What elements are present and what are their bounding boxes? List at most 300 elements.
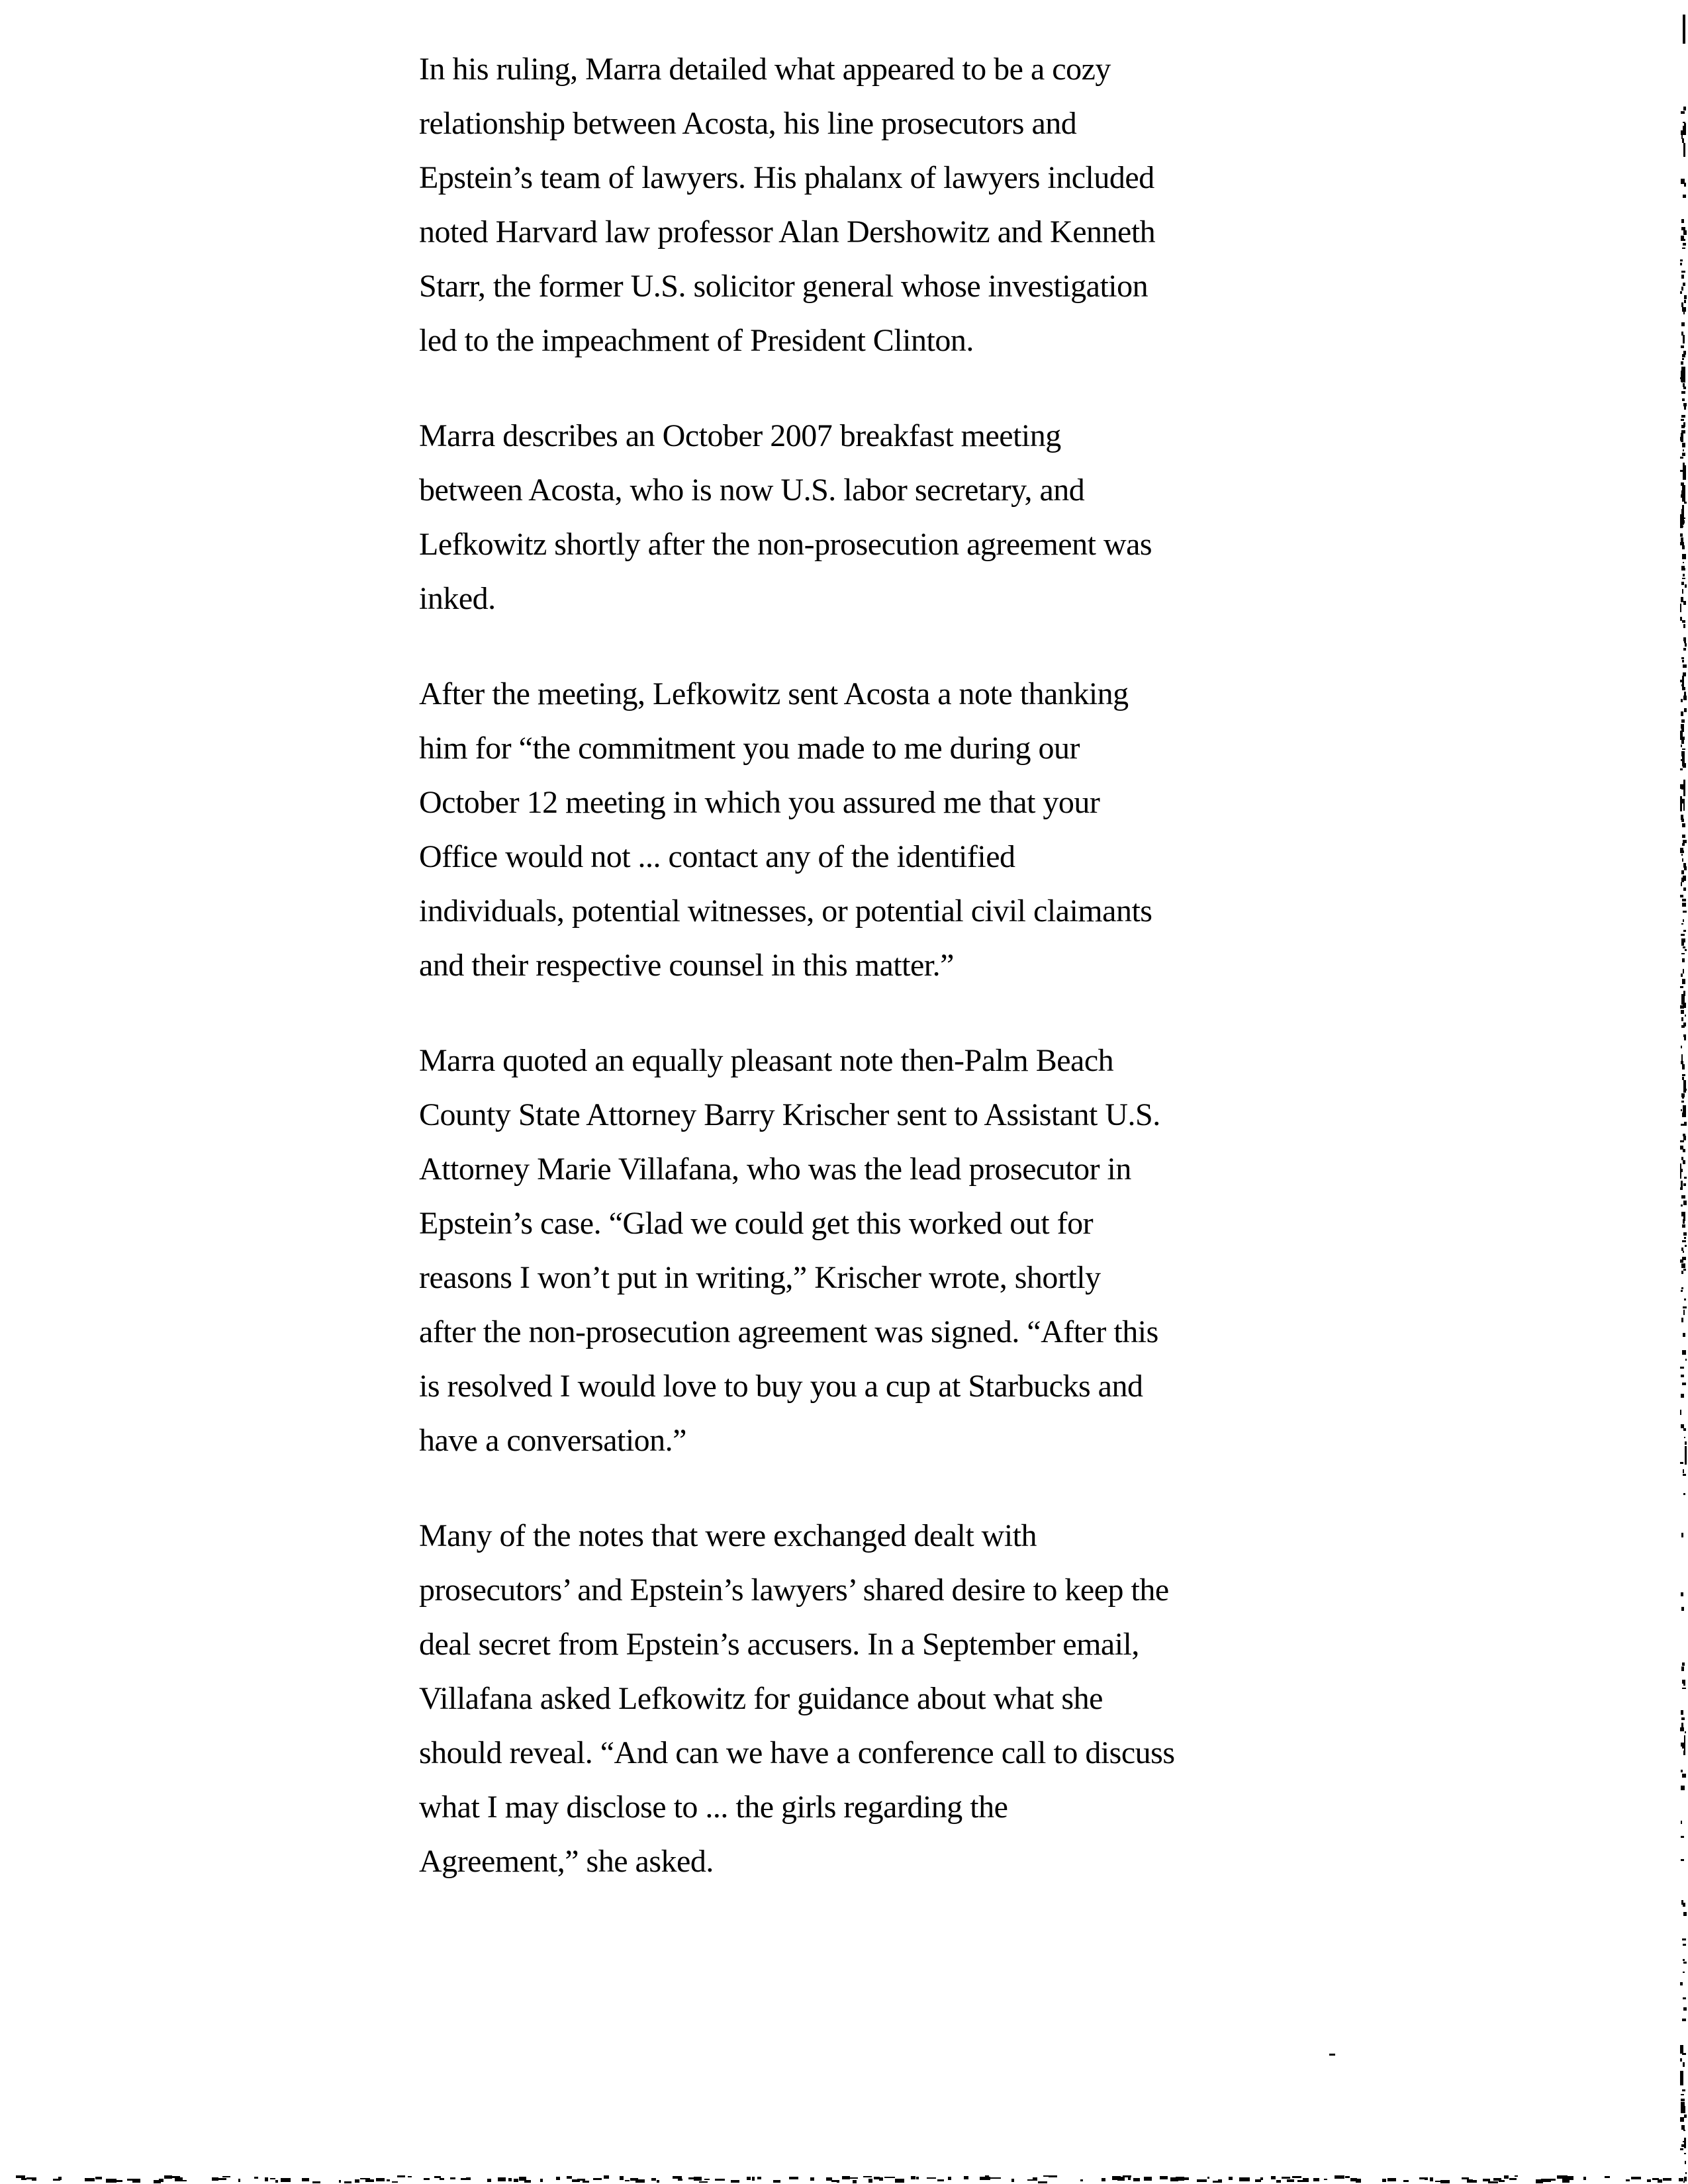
scan-speck-bottom-edge [1509, 2178, 1517, 2180]
scan-speck-right-edge [1684, 1298, 1686, 1300]
scan-speck-right-edge [1683, 763, 1686, 768]
scan-speck-right-edge [1682, 518, 1685, 519]
text-line: Starr, the former U.S. solicitor general whose investigation [419, 269, 1149, 304]
scan-speck-bottom-edge [540, 2179, 543, 2182]
scan-speck-bottom-edge [900, 2179, 903, 2183]
scan-speck-bottom-edge [408, 2176, 412, 2177]
scan-speck-right-edge [1681, 1263, 1685, 1268]
scan-speck-bottom-edge [1282, 2177, 1290, 2179]
scan-speck-bottom-edge [1128, 2177, 1131, 2180]
scan-speck-bottom-edge [1631, 2177, 1641, 2179]
scan-speck-right-edge [1682, 520, 1685, 523]
scan-speck-right-edge [1681, 788, 1684, 790]
scan-speck-bottom-edge [731, 2180, 739, 2183]
scan-speck-right-edge [1681, 1010, 1684, 1014]
scan-speck-right-edge [1681, 219, 1684, 223]
scan-speck-bottom-edge [1626, 2179, 1630, 2181]
scan-speck-right-edge [1681, 1836, 1684, 1838]
scan-speck-bottom-edge [1647, 2179, 1651, 2182]
scan-speck-bottom-edge [217, 2178, 226, 2180]
scan-speck-bottom-edge [498, 2177, 506, 2181]
scan-speck-right-edge [1680, 291, 1682, 294]
text-line: is resolved I would love to buy you a cup at Starbucks and [419, 1369, 1143, 1404]
scan-speck-bottom-edge [1207, 2177, 1209, 2179]
scan-speck-bottom-edge [32, 2177, 36, 2181]
scan-speck-bottom-edge [937, 2179, 944, 2181]
scan-speck-right-edge [1683, 2130, 1685, 2131]
scan-speck-bottom-edge [1335, 2175, 1344, 2179]
scan-speck-right-edge [1682, 248, 1685, 249]
scan-speck-right-edge [1681, 2099, 1685, 2101]
text-line: and their respective counsel in this matter.” [419, 948, 954, 983]
scan-speck-right-edge [1682, 138, 1684, 143]
scan-speck-right-edge [1683, 230, 1687, 235]
scan-speck-right-edge [1681, 850, 1684, 853]
scan-speck-right-edge [1685, 584, 1687, 588]
scan-speck-right-edge [1681, 1770, 1683, 1772]
scan-speck-right-edge [1683, 335, 1685, 343]
scan-speck-right-edge [1685, 1015, 1686, 1017]
scan-speck-bottom-edge [254, 2177, 258, 2179]
scan-speck-right-edge [1680, 2071, 1683, 2085]
scan-speck-right-edge [1681, 819, 1684, 822]
scan-speck-right-edge [1683, 498, 1685, 500]
scan-speck-bottom-edge [625, 2180, 630, 2181]
scan-speck-right-edge [1682, 843, 1685, 846]
scan-speck-bottom-edge [1583, 2177, 1586, 2180]
scan-speck-bottom-edge [773, 2180, 780, 2183]
text-line: relationship between Acosta, his line prosecutors and [419, 106, 1077, 141]
text-line: Many of the notes that were exchanged dealt with [419, 1518, 1037, 1553]
scan-speck-right-edge [1682, 1064, 1685, 1069]
scan-speck-bottom-edge [1324, 2179, 1327, 2180]
scan-speck-bottom-edge [392, 2181, 398, 2183]
scan-speck-right-edge [1681, 1786, 1685, 1790]
scan-speck-right-edge [1681, 724, 1684, 729]
scan-speck-right-edge [1681, 711, 1683, 716]
scan-speck-right-edge [1681, 1017, 1683, 1021]
scan-speck-bottom-edge [1425, 2177, 1428, 2180]
scan-speck-bottom-edge [1504, 2175, 1509, 2179]
scan-speck-bottom-edge [1218, 2179, 1222, 2183]
scan-speck-right-edge [1682, 354, 1685, 357]
scan-speck-right-edge [1680, 1462, 1683, 1464]
scan-speck-right-edge [1684, 2115, 1687, 2118]
text-line: noted Harvard law professor Alan Dershowitz and Kenneth [419, 214, 1156, 250]
scan-speck-right-edge [1681, 1205, 1683, 1206]
scan-speck-right-edge [1683, 624, 1685, 628]
scan-speck-right-edge [1681, 882, 1682, 886]
scan-speck-right-edge [1683, 1962, 1687, 1964]
scan-speck-bottom-edge [302, 2178, 309, 2181]
scan-speck-right-edge [1684, 1177, 1687, 1179]
scan-speck-right-edge [1683, 1306, 1687, 1308]
scan-speck-right-edge [1681, 684, 1683, 686]
scan-speck-bottom-edge [1568, 2176, 1573, 2180]
scan-speck-bottom-edge [1038, 2181, 1047, 2183]
scan-speck-right-edge [1681, 1169, 1683, 1172]
scan-speck-right-edge [1681, 1821, 1682, 1824]
scan-speck-right-edge [1681, 302, 1683, 307]
scan-speck-right-edge [1681, 878, 1684, 882]
scan-speck-right-edge [1683, 449, 1684, 451]
scan-speck-bottom-edge [487, 2179, 491, 2182]
scan-speck-bottom-edge [265, 2177, 268, 2181]
scan-speck-right-edge [1681, 759, 1685, 761]
scan-speck-right-edge [1681, 974, 1683, 977]
scan-speck-right-edge [1684, 502, 1687, 504]
scan-speck-bottom-edge [1430, 2177, 1433, 2181]
scan-speck-right-edge [1680, 2058, 1682, 2062]
scan-speck-right-edge [1683, 1183, 1686, 1186]
scan-speck-bottom-edge [694, 2177, 702, 2181]
scan-speck-right-edge [1683, 2007, 1687, 2011]
scan-speck-right-edge [1683, 1959, 1685, 1961]
scan-speck-bottom-edge [1605, 2176, 1610, 2178]
scan-speck-right-edge [1681, 953, 1685, 954]
scan-speck-right-edge [1681, 1710, 1683, 1715]
scan-speck-right-edge [1683, 887, 1686, 891]
scan-speck-right-edge [1681, 1717, 1685, 1720]
scan-speck-bottom-edge [159, 2179, 164, 2182]
scan-speck-bottom-edge [990, 2177, 1001, 2179]
scan-speck-right-edge [1682, 1688, 1686, 1689]
scan-speck-right-edge [1685, 1359, 1687, 1361]
scan-speck-right-edge [1682, 1383, 1686, 1385]
scan-speck-right-edge [1682, 858, 1683, 862]
scan-speck-bottom-edge [604, 2175, 609, 2179]
scan-speck-bottom-edge [1276, 2180, 1281, 2183]
scan-speck-right-edge [1683, 1683, 1685, 1686]
text-line: Marra describes an October 2007 breakfast meeting [419, 418, 1061, 453]
scan-speck-bottom-edge [1287, 2179, 1294, 2182]
scan-speck-bottom-edge [117, 2180, 122, 2182]
scan-speck-right-edge [1681, 1124, 1684, 1126]
scan-speck-bottom-edge [1313, 2178, 1319, 2181]
scan-speck-right-edge [1683, 1149, 1685, 1152]
paragraph [419, 409, 1286, 626]
scan-speck-bottom-edge [911, 2176, 915, 2179]
scan-speck-right-edge [1681, 419, 1684, 421]
scan-speck-right-edge [1682, 835, 1685, 838]
scan-speck-right-edge [1681, 1046, 1682, 1048]
scan-speck-bottom-edge [868, 2179, 872, 2183]
scan-speck-right-edge [1682, 525, 1683, 527]
scan-speck-right-edge [1682, 545, 1685, 549]
scan-speck-bottom-edge [355, 2179, 359, 2183]
scan-speck-bottom-edge [365, 2179, 374, 2182]
scan-speck-right-edge [1681, 537, 1683, 542]
scan-speck-right-edge [1685, 949, 1687, 951]
article-body [419, 42, 1286, 1930]
scan-speck-right-edge [1680, 377, 1683, 379]
scan-speck-bottom-edge [466, 2177, 471, 2180]
scan-speck-right-edge [1681, 1195, 1685, 1199]
text-line: reasons I won’t put in writing,” Krischer wrote, shortly [419, 1260, 1101, 1295]
scan-speck-bottom-edge [1440, 2180, 1450, 2183]
scan-speck-right-edge [1681, 361, 1683, 365]
scan-speck-right-edge [1683, 239, 1685, 241]
scan-speck-right-edge [1680, 608, 1681, 612]
scan-speck-bottom-edge [132, 2179, 140, 2183]
text-line: between Acosta, who is now U.S. labor secretary, and [419, 473, 1085, 508]
scan-speck-right-edge [1680, 1410, 1681, 1415]
scan-speck-right-edge [1682, 958, 1685, 962]
scan-speck-right-edge [1683, 2062, 1685, 2067]
scan-speck-bottom-edge [752, 2177, 755, 2181]
scan-speck-right-edge [1681, 923, 1683, 925]
scan-speck-right-edge [1684, 2177, 1687, 2181]
text-line: Office would not ... contact any of the identified [419, 839, 1015, 874]
scan-speck-bottom-edge [275, 2180, 278, 2183]
scan-speck-bottom-edge [556, 2177, 560, 2180]
scan-speck-bottom-edge [238, 2179, 240, 2182]
scan-speck-bottom-edge [699, 2181, 708, 2183]
scan-speck-bottom-edge [95, 2177, 102, 2179]
text-line: After the meeting, Lefkowitz sent Acosta a note thanking [419, 676, 1129, 711]
scan-speck-bottom-edge [508, 2178, 512, 2181]
scan-speck-right-edge [1681, 1109, 1682, 1111]
scan-speck-right-edge [1683, 568, 1685, 570]
scan-speck-bottom-edge [789, 2177, 798, 2179]
scan-speck-right-edge [1682, 1113, 1685, 1117]
scan-speck-bottom-edge [21, 2178, 26, 2180]
scan-speck-right-edge [1683, 143, 1685, 157]
scan-speck-right-edge [1680, 259, 1683, 261]
scan-speck-right-edge [1683, 473, 1686, 477]
scan-speck-right-edge [1683, 1469, 1684, 1473]
scan-speck-bottom-edge [1033, 2177, 1037, 2181]
scan-speck-bottom-edge [270, 2178, 275, 2179]
scan-speck-right-edge [1681, 870, 1684, 874]
scan-speck-right-edge [1683, 1333, 1685, 1337]
scan-speck-bottom-edge [651, 2178, 656, 2181]
scan-speck-right-edge [1684, 406, 1686, 410]
scan-speck-bottom-edge [514, 2179, 518, 2182]
text-line: should reveal. “And can we have a conference call to discuss [419, 1735, 1175, 1770]
scan-speck-right-edge [1683, 2181, 1685, 2183]
scan-speck-bottom-edge [916, 2177, 919, 2179]
scan-speck-right-edge [1681, 1533, 1683, 1537]
scan-speck-right-edge [1680, 263, 1682, 265]
scan-speck-right-edge [1680, 680, 1682, 682]
scan-speck-right-edge [1682, 358, 1684, 360]
scan-speck-bottom-edge [1403, 2180, 1409, 2182]
scan-speck-bottom-edge [657, 2180, 659, 2183]
text-line: deal secret from Epstein’s accusers. In a September email, [419, 1627, 1139, 1662]
scan-speck-right-edge [1683, 387, 1686, 389]
scan-speck-bottom-edge [810, 2177, 814, 2181]
scan-speck-right-edge [1680, 1982, 1683, 1985]
scan-speck-bottom-edge [1102, 2178, 1105, 2181]
scan-speck-right-edge [1681, 391, 1685, 394]
scan-speck-bottom-edge [837, 2180, 839, 2183]
scan-speck-right-edge [1681, 699, 1683, 702]
scan-speck-right-edge [1684, 1037, 1686, 1040]
scan-speck-right-edge [1683, 1972, 1685, 1973]
scan-speck-right-edge [1685, 1245, 1687, 1247]
scan-speck-right-edge [1683, 1251, 1684, 1253]
scan-speck-right-edge [1683, 1160, 1685, 1164]
scan-speck-bottom-edge [1011, 2179, 1014, 2182]
scan-speck-right-edge [1682, 823, 1685, 827]
scan-speck-bottom-edge [985, 2175, 989, 2177]
scan-speck-right-edge [1680, 1727, 1684, 1731]
text-line: prosecutors’ and Epstein’s lawyers’ shared desire to keep the [419, 1572, 1169, 1608]
scan-speck-right-edge [1683, 969, 1684, 974]
scan-speck-right-edge [1681, 287, 1683, 291]
scan-speck-right-edge [1682, 979, 1685, 984]
scan-speck-bottom-edge [1499, 2180, 1505, 2182]
scan-speck-bottom-edge [1049, 2175, 1057, 2177]
scan-speck-right-edge [1681, 582, 1684, 585]
text-line: Agreement,” she asked. [419, 1844, 714, 1879]
scan-speck-right-edge [1683, 243, 1686, 246]
scan-speck-right-edge [1683, 1136, 1686, 1140]
scan-speck-right-edge [1680, 604, 1681, 608]
scan-speck-bottom-edge [1160, 2176, 1168, 2179]
scan-speck-right-edge [1680, 895, 1683, 897]
scan-speck-right-edge [1685, 1441, 1687, 1445]
text-line: In his ruling, Marra detailed what appeared to be a cozy [419, 52, 1111, 87]
scan-speck-bottom-edge [1239, 2177, 1250, 2181]
scan-speck-right-edge [1682, 1074, 1685, 1076]
scan-speck-right-edge [1682, 1774, 1686, 1778]
scan-speck-bottom-edge [424, 2178, 430, 2180]
scan-speck-bottom-edge [567, 2176, 572, 2179]
scan-speck-right-edge [1683, 946, 1685, 948]
scan-speck-right-edge [1683, 562, 1684, 563]
scan-speck-bottom-edge [1229, 2177, 1233, 2180]
text-line: inked. [419, 581, 496, 616]
scan-speck-right-edge [1681, 1607, 1684, 1611]
scan-speck-right-edge [1682, 589, 1683, 594]
scan-speck-right-edge [1682, 660, 1684, 662]
scan-speck-right-edge [1681, 2075, 1683, 2078]
scan-speck-right-edge [1680, 986, 1683, 988]
scan-speck-bottom-edge [1133, 2178, 1140, 2181]
scan-speck-bottom-edge [583, 2181, 589, 2183]
scan-speck-right-edge [1682, 1350, 1686, 1355]
scan-speck-right-edge [1681, 1375, 1684, 1377]
scan-speck-bottom-edge [620, 2176, 624, 2180]
scan-speck-right-edge [1684, 2153, 1686, 2154]
scan-stray-mark [1329, 2054, 1335, 2056]
scan-speck-bottom-edge [376, 2178, 385, 2181]
scan-speck-right-edge [1681, 740, 1684, 744]
scan-speck-right-edge [1683, 107, 1686, 111]
scan-speck-right-edge [1683, 601, 1686, 605]
scan-speck-bottom-edge [847, 2177, 858, 2179]
scan-speck-bottom-edge [715, 2179, 725, 2181]
scan-speck-right-edge [1683, 283, 1685, 286]
scan-speck-right-edge [1683, 930, 1686, 932]
scan-speck-bottom-edge [1472, 2180, 1477, 2183]
scan-speck-right-edge [1680, 533, 1683, 537]
scan-speck-right-edge [1682, 2053, 1686, 2055]
scan-speck-right-edge [1683, 1310, 1685, 1315]
scan-speck-bottom-edge [635, 2179, 645, 2183]
scan-speck-bottom-edge [450, 2177, 455, 2179]
scan-speck-right-edge [1682, 578, 1685, 579]
paragraph [419, 1034, 1286, 1468]
paragraph [419, 667, 1286, 993]
scan-speck-right-edge [1680, 768, 1683, 770]
scan-speck-right-edge [1682, 2019, 1686, 2021]
scan-speck-right-edge [1683, 919, 1684, 922]
scan-speck-right-edge [1683, 311, 1685, 314]
scan-speck-right-edge [1680, 470, 1683, 472]
scan-speck-right-edge [1681, 1025, 1685, 1028]
scan-speck-bottom-edge [1387, 2178, 1396, 2181]
scan-speck-right-edge [1683, 1751, 1685, 1755]
scan-speck-right-edge [1683, 696, 1687, 700]
scan-speck-bottom-edge [879, 2177, 883, 2181]
scan-speck-bottom-edge [1679, 2178, 1683, 2181]
scan-speck-bottom-edge [339, 2180, 341, 2183]
scan-speck-bottom-edge [222, 2176, 230, 2177]
scan-speck-right-edge [1680, 1187, 1683, 1190]
scan-speck-bottom-edge [524, 2180, 531, 2183]
scan-speck-right-edge [1684, 1237, 1686, 1239]
scan-speck-right-edge [1682, 1662, 1685, 1666]
scan-speck-right-edge [1682, 749, 1685, 750]
scan-speck-bottom-edge [397, 2175, 405, 2177]
scan-speck-right-edge [1683, 1269, 1686, 1271]
scan-speck-bottom-edge [1663, 2178, 1671, 2181]
scan-speck-right-edge [1683, 477, 1685, 479]
text-line: Lefkowitz shortly after the non-prosecution agreement was [419, 527, 1152, 562]
scan-speck-right-edge [1682, 554, 1686, 559]
text-line: him for “the commitment you made to me during our [419, 731, 1080, 766]
scan-speck-right-edge [1681, 271, 1685, 273]
scan-speck-right-edge [1681, 2094, 1684, 2095]
scan-speck-right-edge [1680, 1140, 1684, 1142]
scan-speck-bottom-edge [1345, 2176, 1350, 2178]
scan-speck-right-edge [1681, 942, 1684, 946]
scan-speck-right-edge [1681, 425, 1685, 428]
paragraph [419, 1509, 1286, 1889]
scan-speck-right-edge [1684, 1122, 1687, 1126]
scan-speck-right-edge [1685, 2161, 1686, 2164]
scan-speck-right-edge [1684, 866, 1687, 870]
scan-speck-bottom-edge [1181, 2177, 1189, 2180]
scan-speck-bottom-edge [344, 2181, 352, 2183]
scan-speck-right-edge [1682, 899, 1686, 901]
scan-speck-bottom-edge [678, 2179, 682, 2181]
scan-speck-right-edge [1682, 903, 1686, 907]
scan-speck-bottom-edge [180, 2180, 187, 2181]
scan-speck-bottom-edge [1515, 2175, 1518, 2177]
scan-speck-right-edge [1683, 664, 1687, 668]
scan-line-right-edge [1683, 15, 1685, 44]
scan-speck-right-edge [1681, 799, 1685, 803]
scan-speck-right-edge [1681, 934, 1685, 936]
scan-speck-right-edge [1683, 1912, 1687, 1916]
scan-speck-right-edge [1684, 1437, 1685, 1438]
scan-speck-right-edge [1681, 2125, 1685, 2130]
scan-speck-right-edge [1683, 375, 1685, 379]
scan-speck-right-edge [1684, 300, 1686, 303]
scan-speck-right-edge [1680, 457, 1683, 459]
scan-speck-right-edge [1682, 1938, 1686, 1940]
scan-speck-right-edge [1680, 2148, 1683, 2150]
scan-speck-right-edge [1683, 1232, 1687, 1236]
scan-speck-right-edge [1680, 437, 1683, 441]
scan-speck-right-edge [1681, 2109, 1685, 2113]
scan-speck-right-edge [1683, 807, 1685, 811]
scan-speck-right-edge [1683, 1903, 1685, 1907]
